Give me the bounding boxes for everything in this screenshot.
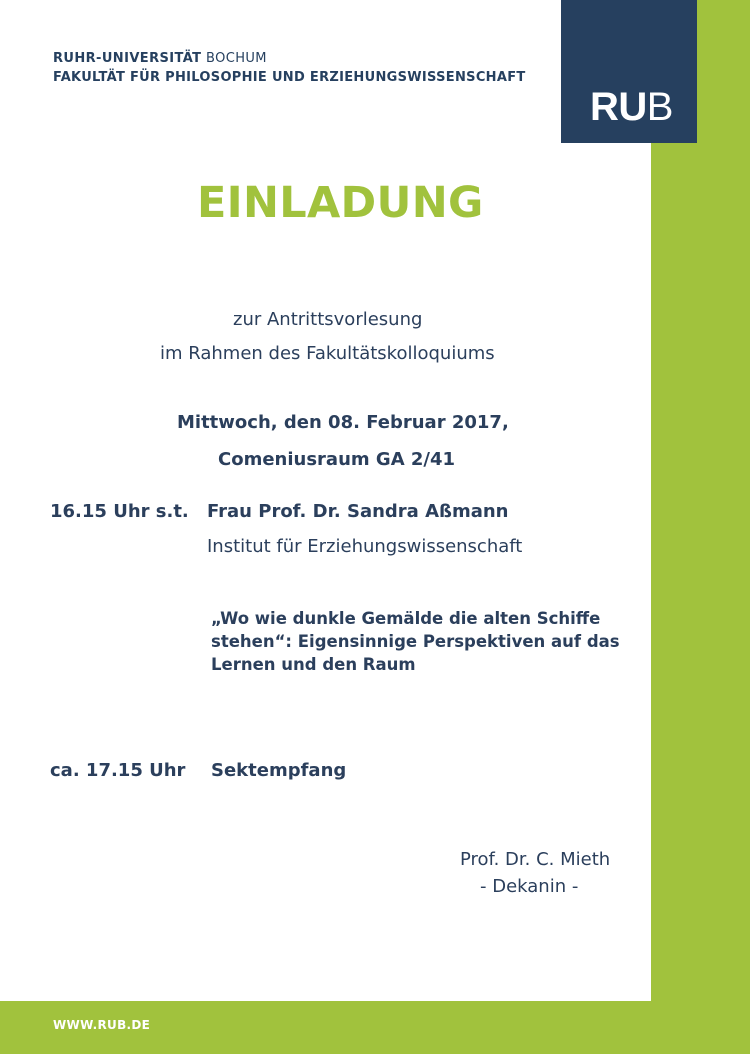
time-slot-1: 16.15 Uhr s.t. (50, 501, 189, 522)
university-bold: RUHR-UNIVERSITÄT (53, 51, 202, 66)
footer-url[interactable]: WWW.RUB.DE (53, 1018, 151, 1032)
university-name (53, 51, 267, 66)
lecture-title-line: stehen“: Eigensinnige Perspektiven auf das (211, 632, 620, 651)
rub-logo-text (590, 87, 673, 127)
time-slot-2: ca. 17.15 Uhr (50, 760, 186, 781)
event-room: Comeniusraum GA 2/41 (218, 449, 456, 470)
faculty-name: FAKULTÄT FÜR PHILOSOPHIE UND ERZIEHUNGSWISSENSCHAFT (53, 70, 526, 85)
reception-label: Sektempfang (211, 760, 347, 781)
intro-line-1: zur Antrittsvorlesung (233, 309, 423, 330)
speaker-name: Frau Prof. Dr. Sandra Aßmann (207, 501, 509, 522)
lecture-title (211, 607, 620, 676)
signature-name: Prof. Dr. C. Mieth (460, 849, 611, 870)
event-date: Mittwoch, den 08. Februar 2017, (177, 412, 509, 433)
green-side-band (651, 0, 750, 1054)
lecture-title-line: „Wo wie dunkle Gemälde die alten Schiffe (211, 609, 601, 628)
page-title: EINLADUNG (197, 178, 484, 228)
signature-role: - Dekanin - (480, 876, 579, 897)
logo-bold: RU (590, 85, 647, 129)
intro-line-2: im Rahmen des Fakultätskolloquiums (160, 343, 495, 364)
lecture-title-line: Lernen und den Raum (211, 655, 416, 674)
logo-light: B (646, 85, 673, 129)
university-light: BOCHUM (206, 51, 267, 66)
speaker-institute: Institut für Erziehungswissenschaft (207, 536, 523, 557)
